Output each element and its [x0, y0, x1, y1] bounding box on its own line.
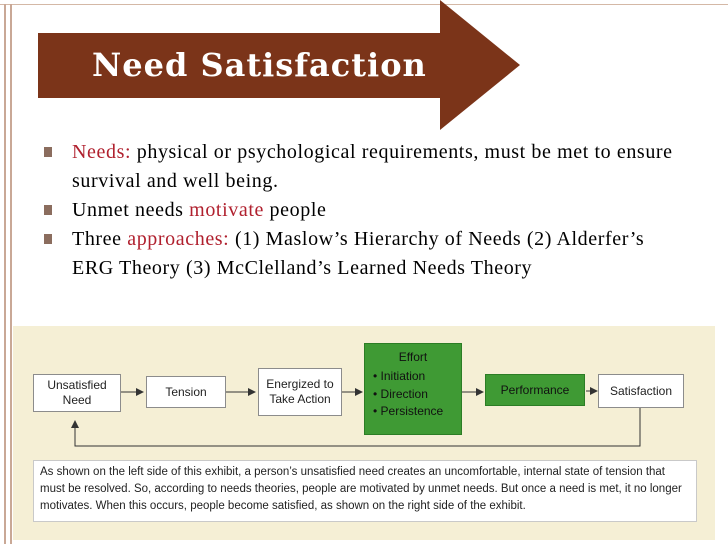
feedback-loop [75, 408, 640, 446]
effort-list [373, 368, 461, 421]
effort-title: Effort [398, 350, 428, 364]
bullet-text: (1) Maslow’s Hierarchy of Needs (2) Alderfer’s ERG Theory (3) McClelland’s Learned Needs Theory [72, 228, 645, 279]
tension-box: Tension [146, 376, 226, 408]
satisfaction-box: Satisfaction [598, 374, 684, 408]
effort-box [364, 343, 462, 435]
exhibit-caption: As shown on the left side of this exhibit, a person’s unsatisfied need creates an uncomfortable, internal state of tension that must be resolved. So, according to needs theories, people are motivated by unmet needs. But once a need is met, it no longer motivates. When this occurs, people become satisfied, as shown on the right side of the exhibit. [33, 460, 697, 522]
bullet-accent: Needs: [72, 141, 132, 163]
effort-item: • Direction [373, 386, 428, 401]
bullet-text: people [263, 199, 327, 221]
bullet-text: Three [72, 228, 128, 250]
bullet-text: physical or psychological requirements, must be met to ensure survival and well being. [72, 141, 673, 192]
effort-item: • Initiation [373, 369, 426, 383]
slide-title: Need Satisfaction [92, 46, 427, 84]
bullet-accent: motivate [189, 199, 264, 221]
effort-item: • Persistence [373, 404, 444, 418]
bullet-text: Unmet needs [72, 199, 190, 221]
performance-box: Performance [485, 374, 585, 406]
energized-box: Energized to Take Action [258, 368, 342, 416]
unsatisfied-need-box: Unsatisfied Need [33, 374, 121, 412]
bullet-accent: approaches: [127, 228, 230, 250]
